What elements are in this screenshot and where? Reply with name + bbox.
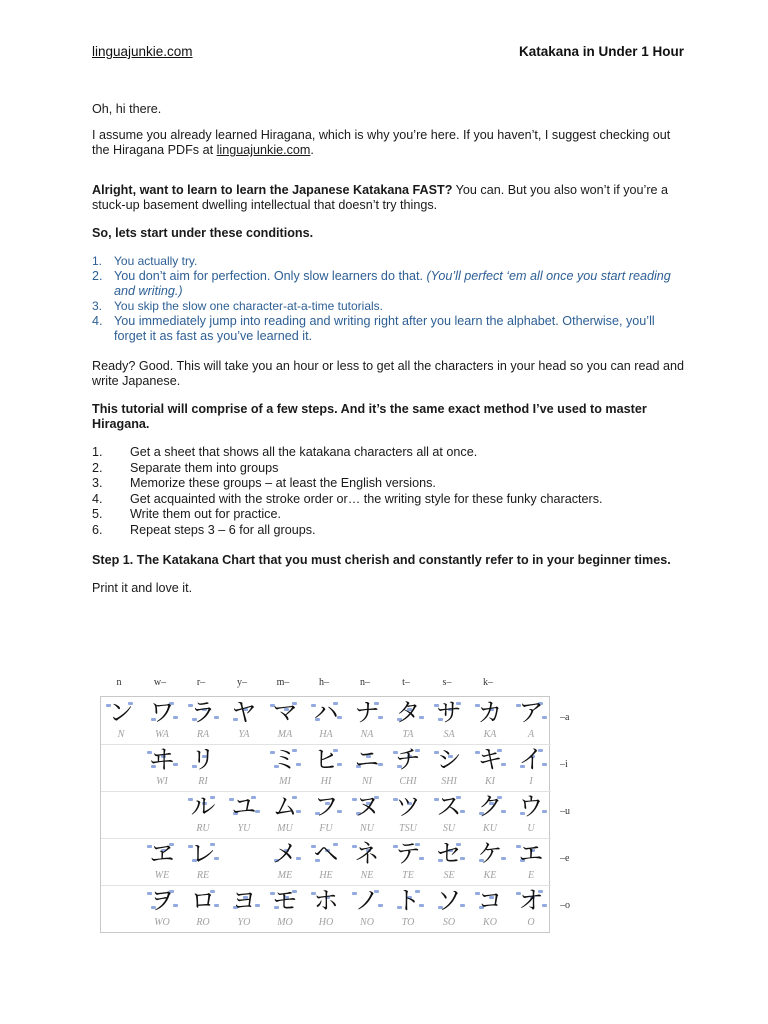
ready-paragraph: Ready? Good. This will take you an hour or less to get all the characters in your head so you can read and write Japanese. <box>92 359 685 388</box>
kana-character: テ <box>395 839 421 868</box>
kana-cell <box>143 745 181 791</box>
intro-paragraph <box>92 128 688 158</box>
romaji-label: I <box>529 776 533 787</box>
kana-cell <box>512 698 550 744</box>
document-body <box>92 102 688 596</box>
row-label: –e <box>560 853 570 864</box>
kana-cell <box>225 698 263 744</box>
kana-cell <box>143 698 181 744</box>
romaji-label: YU <box>237 823 251 834</box>
site-link[interactable]: linguajunkie.com <box>92 44 193 59</box>
kana-character: ロ <box>190 886 216 915</box>
column-label: s– <box>442 677 452 688</box>
kana-character: セ <box>436 839 462 868</box>
romaji-label: NO <box>360 917 374 928</box>
kana-cell <box>225 886 263 932</box>
column-label: w– <box>153 677 167 688</box>
kana-cell <box>225 792 263 838</box>
romaji-label: RE <box>196 870 210 881</box>
step-number: 6. <box>92 522 103 537</box>
romaji-label: WE <box>154 870 170 881</box>
kana-character: エ <box>518 839 544 868</box>
romaji-label: SU <box>442 823 456 834</box>
katakana-chart <box>100 672 580 938</box>
romaji-label: RO <box>196 917 210 928</box>
romaji-label: KU <box>483 823 497 834</box>
fast-question: Alright, want to learn to learn the Japanese Katakana FAST? <box>92 183 453 197</box>
romaji-label: O <box>527 917 535 928</box>
kana-character: ヱ <box>149 839 175 868</box>
romaji-label: HE <box>319 870 333 881</box>
kana-cell <box>471 839 509 885</box>
kana-cell <box>512 745 550 791</box>
column-label: k– <box>483 677 493 688</box>
romaji-label: TO <box>401 917 415 928</box>
print-note: Print it and love it. <box>92 580 193 595</box>
kana-character: ケ <box>477 839 503 868</box>
condition-text: You actually try. <box>114 254 198 268</box>
step-item <box>92 476 688 492</box>
kana-cell <box>512 792 550 838</box>
romaji-label: SHI <box>441 776 457 787</box>
romaji-label: U <box>527 823 535 834</box>
column-label: m– <box>276 677 290 688</box>
kana-character: メ <box>272 839 298 868</box>
romaji-label: NE <box>360 870 374 881</box>
kana-character: ス <box>436 792 462 821</box>
condition-item <box>92 314 688 344</box>
kana-cell <box>143 839 181 885</box>
condition-text: You immediately jump into reading and writing right after you learn the alphabet. Otherwise, you’ll forget it as fast as you’ve learned it. <box>114 314 655 343</box>
conditions-list <box>92 254 688 344</box>
kana-cell <box>184 698 222 744</box>
romaji-label: KI <box>485 776 495 787</box>
kana-character: ホ <box>313 886 339 915</box>
step-number: 2. <box>92 460 103 475</box>
row-label: –i <box>560 759 568 770</box>
kana-cell <box>348 886 386 932</box>
kana-cell <box>389 839 427 885</box>
column-label: t– <box>402 677 410 688</box>
kana-character: ア <box>518 698 544 727</box>
kana-cell <box>184 792 222 838</box>
fast-paragraph <box>92 183 688 213</box>
kana-cell <box>184 839 222 885</box>
kana-character: ル <box>190 792 216 821</box>
kana-cell <box>266 792 304 838</box>
romaji-label: KE <box>483 870 497 881</box>
column-label: n– <box>360 677 370 688</box>
tutorial-heading: This tutorial will comprise of a few steps. And it’s the same exact method I’ve used to master Hiragana. <box>92 402 647 431</box>
romaji-label: HA <box>319 729 333 740</box>
romaji-label: CHI <box>399 776 417 787</box>
chart-grid <box>100 696 550 933</box>
condition-number: 3. <box>92 299 103 313</box>
step-number: 4. <box>92 491 103 506</box>
kana-character: リ <box>190 745 216 774</box>
kana-character: ヌ <box>354 792 380 821</box>
kana-character: オ <box>518 886 544 915</box>
kana-character: ク <box>477 792 503 821</box>
step-item <box>92 461 688 477</box>
kana-cell <box>348 745 386 791</box>
romaji-label: MO <box>277 917 293 928</box>
kana-cell <box>266 886 304 932</box>
kana-cell <box>266 839 304 885</box>
kana-character: シ <box>436 745 462 774</box>
step-text: Get a sheet that shows all the katakana characters all at once. <box>130 445 478 459</box>
kana-character: ミ <box>272 745 298 774</box>
row-label: –a <box>560 712 570 723</box>
kana-cell <box>389 886 427 932</box>
kana-character: ヨ <box>231 886 257 915</box>
step-text: Memorize these groups – at least the English versions. <box>130 476 436 491</box>
kana-character: ヘ <box>313 839 339 868</box>
kana-cell <box>471 698 509 744</box>
kana-cell <box>348 698 386 744</box>
fast-rest: You can. But you also won’t if you’re a stuck-up basement dwelling intellectual that doesn’t try things. <box>92 183 669 212</box>
kana-cell <box>471 745 509 791</box>
romaji-label: MI <box>279 776 291 787</box>
romaji-label: RU <box>196 823 210 834</box>
kana-cell <box>512 886 550 932</box>
kana-character: マ <box>272 698 298 727</box>
kana-character: タ <box>395 698 421 727</box>
kana-character: ヰ <box>149 745 175 774</box>
kana-character: ヲ <box>149 886 175 915</box>
kana-character: ム <box>272 792 298 821</box>
romaji-label: N <box>117 729 125 740</box>
romaji-label: WA <box>155 729 169 740</box>
kana-character: ウ <box>518 792 544 821</box>
kana-cell <box>471 792 509 838</box>
condition-note: (You’ll perfect ‘em all once you start reading and writing.) <box>114 269 671 298</box>
romaji-label: NA <box>360 729 374 740</box>
kana-cell <box>266 698 304 744</box>
romaji-label: RI <box>198 776 208 787</box>
kana-character: イ <box>518 745 544 774</box>
intro-end: . <box>310 143 314 157</box>
kana-character: レ <box>190 839 216 868</box>
kana-character: チ <box>395 745 421 774</box>
kana-cell <box>184 745 222 791</box>
step1-heading: Step 1. The Katakana Chart that you must cherish and constantly refer to in your beginner times. <box>92 552 671 567</box>
condition-number: 1. <box>92 254 103 268</box>
step-item <box>92 507 688 523</box>
condition-text: You skip the slow one character-at-a-time tutorials. <box>114 299 384 313</box>
romaji-label: HI <box>320 776 332 787</box>
romaji-label: HO <box>318 917 334 928</box>
romaji-label: FU <box>319 823 333 834</box>
condition-item <box>92 299 688 314</box>
document-title: Katakana in Under 1 Hour <box>518 44 684 59</box>
kana-character: カ <box>477 698 503 727</box>
kana-cell <box>389 745 427 791</box>
romaji-label: YA <box>238 729 250 740</box>
step-number: 1. <box>92 445 103 459</box>
kana-character: ヤ <box>231 698 257 727</box>
kana-cell <box>348 792 386 838</box>
kana-cell <box>307 839 345 885</box>
romaji-label: NU <box>360 823 374 834</box>
kana-character: サ <box>436 698 462 727</box>
condition-item <box>92 254 688 269</box>
condition-number: 4. <box>92 314 103 328</box>
column-label: h– <box>319 677 329 688</box>
romaji-label: YO <box>237 917 251 928</box>
step-text: Get acquainted with the stroke order or… the writing style for these funky characters. <box>130 491 603 506</box>
steps-list <box>92 445 688 539</box>
kana-cell <box>307 886 345 932</box>
kana-character: ワ <box>149 698 175 727</box>
kana-character: ハ <box>313 698 339 727</box>
kana-cell <box>389 792 427 838</box>
kana-character: ン <box>108 698 134 727</box>
romaji-label: A <box>527 729 535 740</box>
intro-text: I assume you already learned Hiragana, which is why you’re here. If you haven’t, I suggest checking out the Hiragana PDFs at <box>92 128 671 157</box>
kana-cell <box>307 745 345 791</box>
step-item <box>92 523 688 539</box>
kana-cell <box>430 698 468 744</box>
kana-cell <box>102 698 140 744</box>
kana-cell <box>143 886 181 932</box>
kana-cell <box>389 698 427 744</box>
romaji-label: MU <box>277 823 293 834</box>
kana-character: ヒ <box>313 745 339 774</box>
kana-cell <box>307 792 345 838</box>
step-number: 3. <box>92 476 103 491</box>
romaji-label: SE <box>443 870 455 881</box>
kana-character: ノ <box>354 886 380 915</box>
romaji-label: WO <box>154 917 170 928</box>
intro-link[interactable]: linguajunkie.com <box>216 143 311 157</box>
column-label: n <box>116 677 122 688</box>
romaji-label: E <box>527 870 535 881</box>
kana-cell <box>348 839 386 885</box>
step-text: Repeat steps 3 – 6 for all groups. <box>130 522 316 537</box>
romaji-label: TE <box>402 870 414 881</box>
romaji-label: SA <box>443 729 455 740</box>
kana-cell <box>430 839 468 885</box>
condition-number: 2. <box>92 269 103 283</box>
romaji-label: TSU <box>399 823 417 834</box>
kana-cell <box>307 698 345 744</box>
romaji-label: TA <box>402 729 414 740</box>
greeting: Oh, hi there. <box>92 102 162 116</box>
romaji-label: NI <box>362 776 372 787</box>
kana-character: ト <box>395 886 421 915</box>
kana-cell <box>184 886 222 932</box>
kana-character: ツ <box>395 792 421 821</box>
kana-character: ユ <box>231 792 257 821</box>
kana-character: ナ <box>354 698 380 727</box>
kana-cell <box>430 745 468 791</box>
kana-character: コ <box>477 886 503 915</box>
step-text: Separate them into groups <box>130 460 279 475</box>
kana-cell <box>430 886 468 932</box>
condition-text: You don’t aim for perfection. Only slow learners do that. <box>114 269 427 283</box>
kana-character: ネ <box>354 839 380 868</box>
romaji-label: MA <box>277 729 293 740</box>
page-header <box>92 44 684 64</box>
step-text: Write them out for practice. <box>130 507 281 522</box>
step-item <box>92 492 688 508</box>
condition-item <box>92 269 688 299</box>
step-number: 5. <box>92 507 103 522</box>
kana-character: ソ <box>436 886 462 915</box>
kana-cell <box>512 839 550 885</box>
romaji-label: WI <box>156 776 168 787</box>
row-label: –o <box>560 900 570 911</box>
kana-character: モ <box>272 886 298 915</box>
romaji-label: KA <box>483 729 497 740</box>
romaji-label: RA <box>196 729 210 740</box>
kana-cell <box>266 745 304 791</box>
column-label: r– <box>196 677 206 688</box>
step-item <box>92 445 688 461</box>
column-label: y– <box>237 677 247 688</box>
romaji-label: SO <box>442 917 456 928</box>
kana-character: フ <box>313 792 339 821</box>
romaji-label: KO <box>483 917 497 928</box>
kana-character: ラ <box>190 698 216 727</box>
romaji-label: ME <box>277 870 293 881</box>
kana-cell <box>430 792 468 838</box>
kana-character: キ <box>477 745 503 774</box>
row-label: –u <box>560 806 570 817</box>
kana-cell <box>471 886 509 932</box>
conditions-heading: So, lets start under these conditions. <box>92 226 314 240</box>
kana-character: ニ <box>354 745 380 774</box>
